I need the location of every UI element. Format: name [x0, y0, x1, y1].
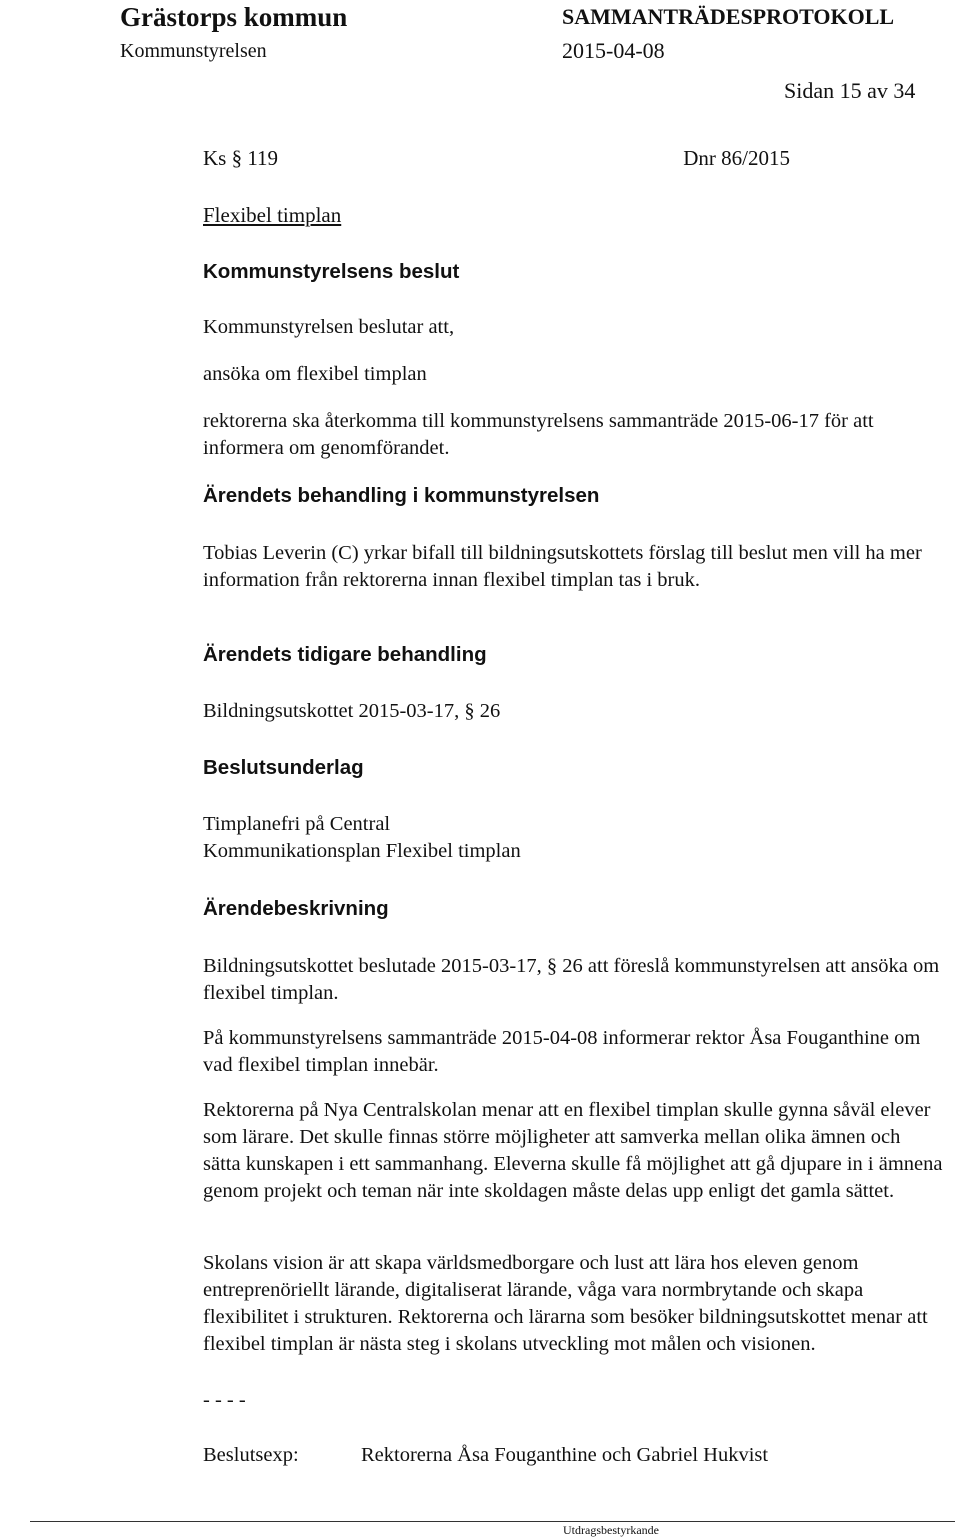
handling-heading: Ärendets behandling i kommunstyrelsen: [203, 484, 600, 507]
description-paragraph-2: På kommunstyrelsens sammanträde 2015-04-08 informerar rektor Åsa Fouganthine om vad flexibel timplan innebär.: [203, 1027, 921, 1076]
dispatch-label: Beslutsexp:: [203, 1444, 299, 1466]
basis-line-1: Timplanefri på Central: [203, 813, 391, 835]
ks-number: Ks § 119: [203, 146, 279, 170]
basis-heading: Beslutsunderlag: [203, 756, 364, 779]
decision-heading: Kommunstyrelsens beslut: [203, 260, 460, 283]
item-reference: [203, 146, 790, 171]
decision-intro: Kommunstyrelsen beslutar att,: [203, 316, 455, 338]
decision-point-2: rektorerna ska återkomma till kommunstyrelsens sammanträde 2015-06-17 för att informera om genomförandet.: [203, 410, 874, 459]
meeting-date: 2015-04-08: [562, 38, 665, 63]
separator: - - - -: [203, 1389, 246, 1411]
description-paragraph-3: Rektorerna på Nya Centralskolan menar att en flexibel timplan skulle gynna såväl elever som lärare. Det skulle finnas större möjligheter att samverka mellan olika ämnen och sätta kunskapen i ett sammanhang. Eleverna skulle få möjlighet att gå djupare in i ämnena genom projekt och teman när inte skoldagen måste delas upp enligt det gamla sättet.: [203, 1099, 943, 1202]
description-heading: Ärendebeskrivning: [203, 897, 389, 920]
footer-label: Utdragsbestyrkande: [563, 1523, 659, 1537]
subject-title: Flexibel timplan: [203, 203, 342, 227]
handling-text: Tobias Leverin (C) yrkar bifall till bildningsutskottets förslag till beslut men vill ha mer information från rektorerna innan flexibel timplan tas i bruk.: [203, 542, 922, 591]
basis-line-2: Kommunikationsplan Flexibel timplan: [203, 840, 521, 862]
municipality-name: Grästorps kommun: [120, 2, 348, 32]
description-paragraph-4: Skolans vision är att skapa världsmedborgare och lust att lära hos eleven genom entreprenöriellt lärande, digitaliserat lärande, våga vara normbrytande och skapa flexibilitet i strukturen. Rektorerna och lärarna som besöker bildningsutskottet menar att flexibel timplan är nästa steg i skolans utveckling mot målen och visionen.: [203, 1252, 928, 1355]
footer-rule: [30, 1521, 955, 1522]
page-number: Sidan 15 av 34: [784, 78, 916, 103]
dispatch-recipients: Rektorerna Åsa Fouganthine och Gabriel Hukvist: [361, 1444, 769, 1466]
previous-heading: Ärendets tidigare behandling: [203, 643, 487, 666]
dnr-number: Dnr 86/2015: [683, 146, 790, 170]
description-paragraph-1: Bildningsutskottet beslutade 2015-03-17, § 26 att föreslå kommunstyrelsen att ansöka om flexibel timplan.: [203, 955, 940, 1004]
body-name: Kommunstyrelsen: [120, 40, 267, 62]
decision-point-1: ansöka om flexibel timplan: [203, 363, 427, 385]
previous-text: Bildningsutskottet 2015-03-17, § 26: [203, 700, 501, 722]
protocol-title: SAMMANTRÄDESPROTOKOLL: [562, 4, 895, 29]
